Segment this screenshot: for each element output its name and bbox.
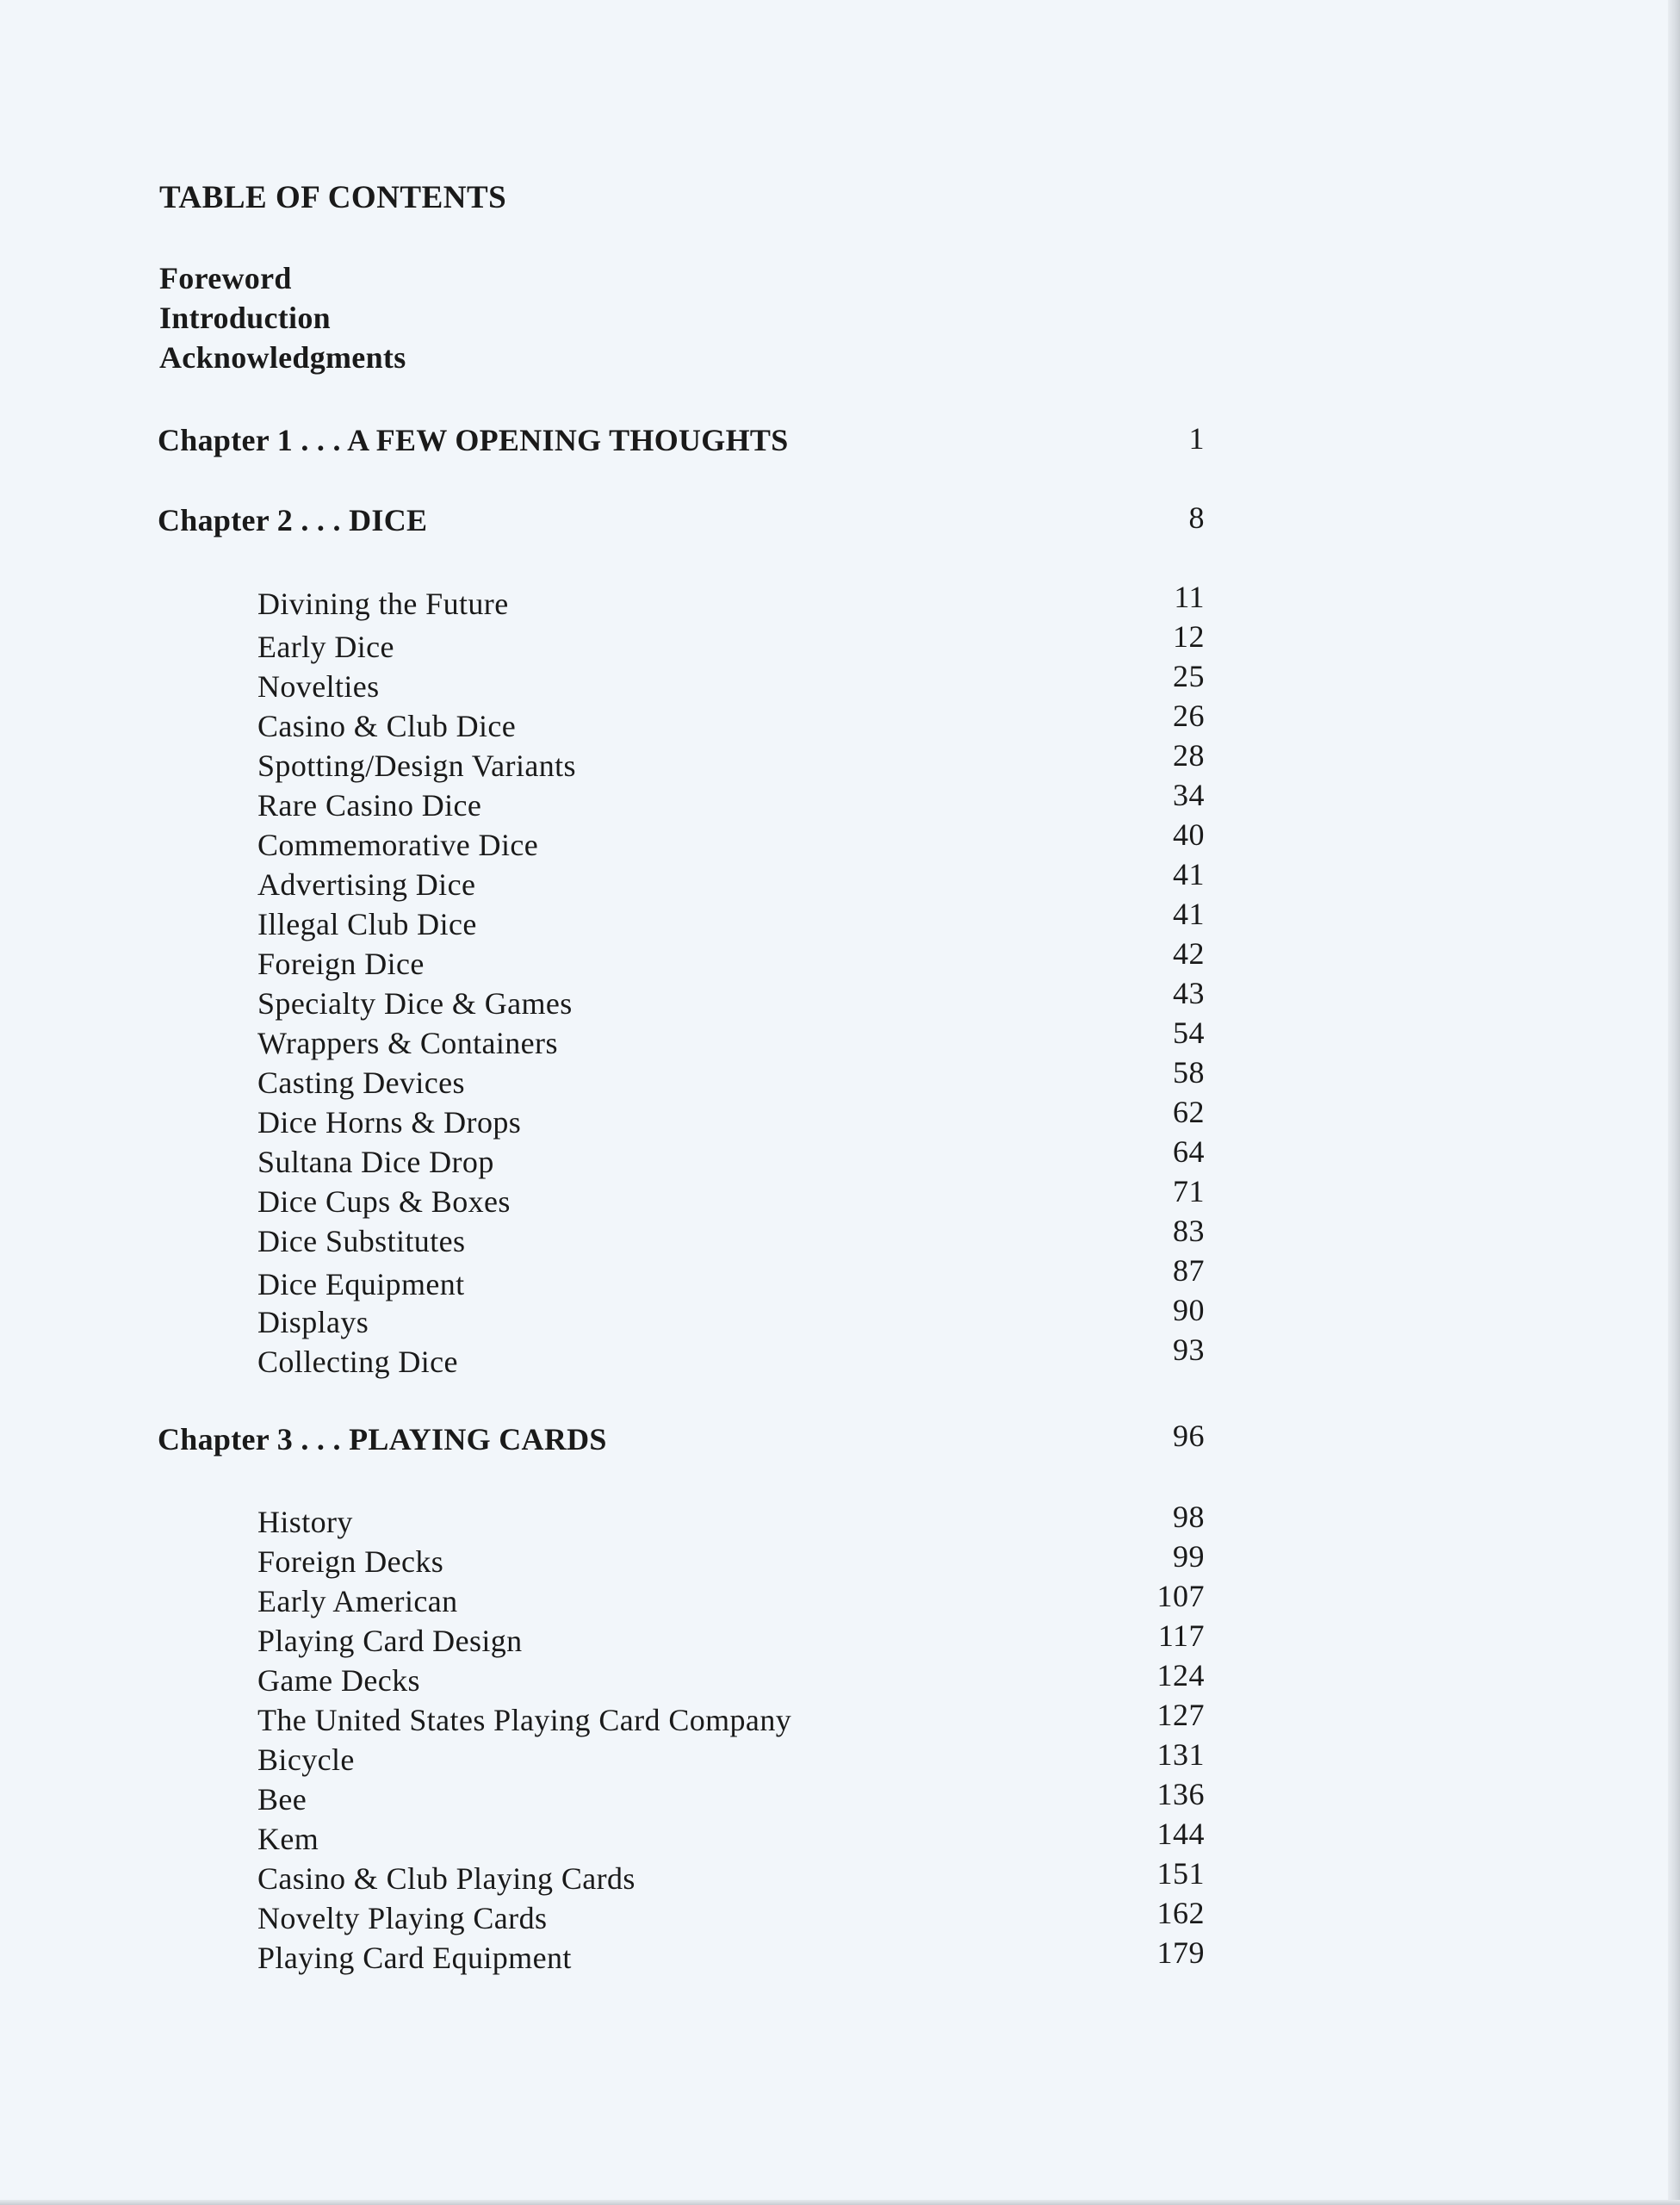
section-page-number: 42 xyxy=(1173,936,1205,971)
section-page-number: 58 xyxy=(1173,1055,1205,1090)
section-page-number: 162 xyxy=(1156,1896,1205,1930)
section-page-number: 136 xyxy=(1156,1777,1205,1811)
chapter-page-number: 1 xyxy=(1188,421,1205,456)
section-entry: Game Decks xyxy=(257,1663,420,1698)
section-page-number: 34 xyxy=(1173,778,1205,812)
section-page-number: 62 xyxy=(1173,1095,1205,1129)
section-entry: Dice Equipment xyxy=(257,1267,465,1301)
section-page-number: 25 xyxy=(1173,659,1205,693)
section-page-number: 28 xyxy=(1173,738,1205,773)
section-entry: Wrappers & Containers xyxy=(257,1026,558,1060)
section-entry: The United States Playing Card Company xyxy=(257,1703,792,1737)
chapter-page-number: 96 xyxy=(1173,1419,1205,1453)
section-entry: Novelty Playing Cards xyxy=(257,1901,548,1935)
section-entry: Casting Devices xyxy=(257,1065,465,1100)
section-page-number: 179 xyxy=(1156,1935,1205,1970)
section-entry: Dice Substitutes xyxy=(257,1224,466,1258)
section-entry: Kem xyxy=(257,1822,319,1856)
section-page-number: 127 xyxy=(1156,1698,1205,1732)
section-entry: Bicycle xyxy=(257,1742,355,1777)
section-page-number: 107 xyxy=(1156,1579,1205,1613)
section-entry: Foreign Dice xyxy=(257,947,425,981)
section-page-number: 71 xyxy=(1173,1174,1205,1208)
section-page-number: 41 xyxy=(1173,857,1205,891)
section-entry: Specialty Dice & Games xyxy=(257,986,573,1021)
front-matter-introduction: Introduction xyxy=(159,301,331,335)
section-entry: Rare Casino Dice xyxy=(257,788,482,823)
section-entry: Advertising Dice xyxy=(257,867,476,902)
section-entry: Dice Horns & Drops xyxy=(257,1105,522,1140)
section-page-number: 11 xyxy=(1174,580,1205,614)
section-page-number: 99 xyxy=(1173,1539,1205,1574)
section-entry: Bee xyxy=(257,1782,307,1817)
chapter-heading: Chapter 3 . . . PLAYING CARDS xyxy=(158,1422,607,1457)
chapter-heading: Chapter 1 . . . A FEW OPENING THOUGHTS xyxy=(158,423,789,457)
section-entry: Spotting/Design Variants xyxy=(257,748,576,783)
section-page-number: 131 xyxy=(1156,1737,1205,1772)
section-entry: Foreign Decks xyxy=(257,1544,444,1579)
section-page-number: 43 xyxy=(1173,976,1205,1010)
section-page-number: 98 xyxy=(1173,1500,1205,1534)
section-entry: Sultana Dice Drop xyxy=(257,1145,494,1179)
section-page-number: 93 xyxy=(1173,1332,1205,1367)
section-page-number: 90 xyxy=(1173,1293,1205,1327)
section-entry: Playing Card Design xyxy=(257,1624,523,1658)
section-page-number: 12 xyxy=(1173,619,1205,654)
section-page-number: 40 xyxy=(1173,817,1205,852)
page-edge xyxy=(1668,0,1680,2205)
section-page-number: 124 xyxy=(1156,1658,1205,1693)
page-title: TABLE OF CONTENTS xyxy=(159,180,507,215)
section-entry: Divining the Future xyxy=(257,587,509,621)
section-page-number: 117 xyxy=(1157,1618,1205,1653)
section-entry: Commemorative Dice xyxy=(257,828,539,862)
section-page-number: 26 xyxy=(1173,699,1205,733)
front-matter-foreword: Foreword xyxy=(159,261,292,295)
section-page-number: 144 xyxy=(1156,1817,1205,1851)
chapter-page-number: 8 xyxy=(1188,500,1205,535)
section-page-number: 87 xyxy=(1173,1253,1205,1288)
section-entry: Novelties xyxy=(257,669,380,704)
section-page-number: 54 xyxy=(1173,1016,1205,1050)
section-page-number: 41 xyxy=(1173,897,1205,931)
section-entry: History xyxy=(257,1505,353,1539)
section-entry: Early Dice xyxy=(257,630,394,664)
section-entry: Dice Cups & Boxes xyxy=(257,1184,511,1219)
page-edge-bottom xyxy=(0,2200,1680,2205)
chapter-heading: Chapter 2 . . . DICE xyxy=(158,503,428,537)
section-entry: Casino & Club Dice xyxy=(257,709,517,743)
section-entry: Playing Card Equipment xyxy=(257,1941,572,1975)
section-entry: Illegal Club Dice xyxy=(257,907,477,941)
section-entry: Collecting Dice xyxy=(257,1345,458,1379)
section-entry: Casino & Club Playing Cards xyxy=(257,1861,635,1896)
section-entry: Early American xyxy=(257,1584,458,1618)
section-page-number: 83 xyxy=(1173,1214,1205,1248)
section-entry: Displays xyxy=(257,1305,369,1339)
section-page-number: 151 xyxy=(1156,1856,1205,1891)
section-page-number: 64 xyxy=(1173,1134,1205,1169)
front-matter-acknowledgments: Acknowledgments xyxy=(159,340,406,375)
